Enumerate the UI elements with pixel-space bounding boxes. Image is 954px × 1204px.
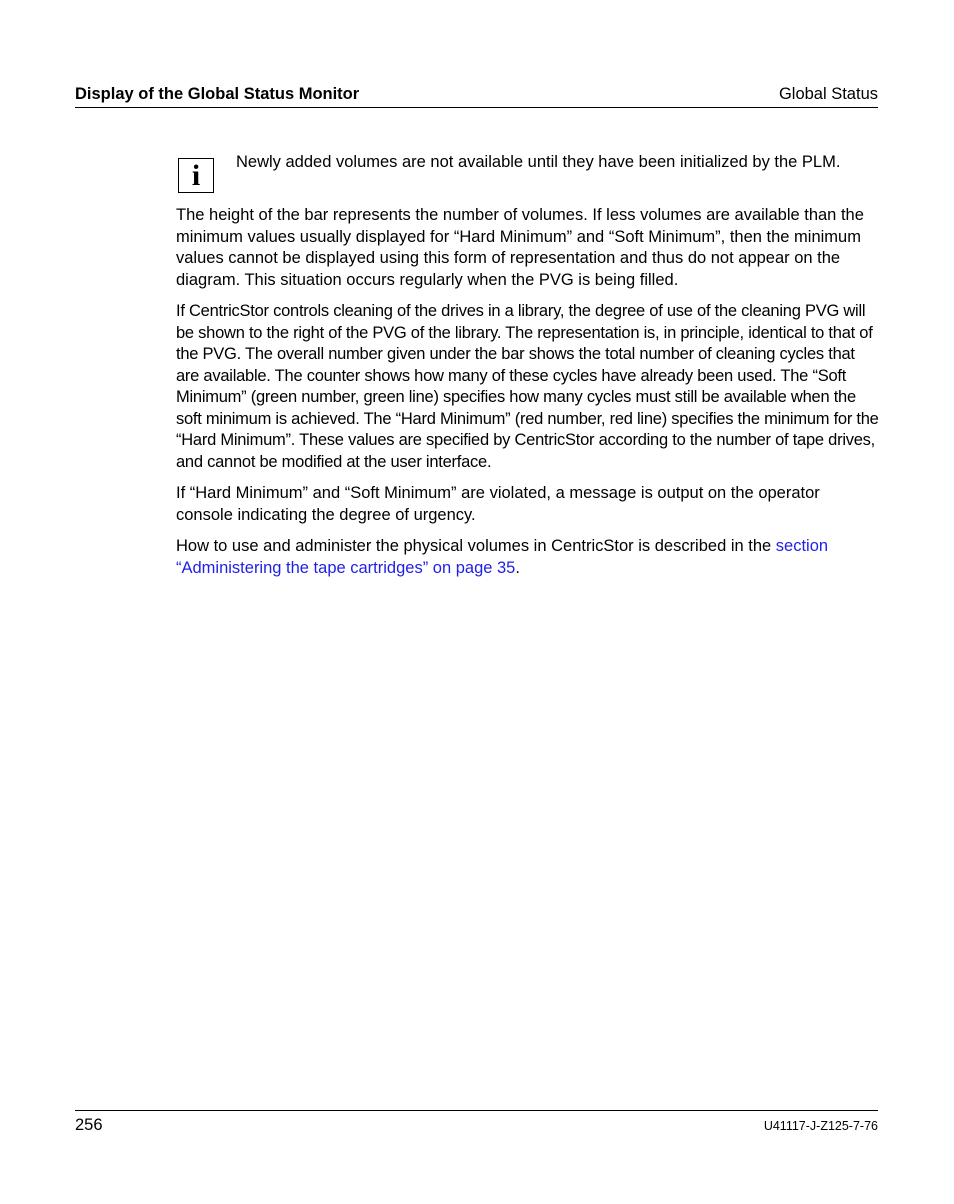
page-footer (75, 1110, 878, 1134)
document-id: U41117-J-Z125-7-76 (763, 1119, 878, 1133)
cross-reference-end: . (515, 558, 520, 577)
cross-reference-text: How to use and administer the physical volumes in CentricStor is described in the (176, 537, 776, 555)
page-number: 256 (75, 1116, 103, 1134)
cross-reference-link[interactable]: section “Administering the tape cartridges” on page 35 (176, 537, 829, 577)
page-header (75, 84, 878, 108)
paragraph-minimum-violation: If “Hard Minimum” and “Soft Minimum” are violated, a message is output on the operator console indicating the degree of urgency. (176, 484, 820, 524)
paragraph-cleaning-pvg: If CentricStor controls cleaning of the drives in a library, the degree of use of the cleaning PVG will be shown to the right of the PVG of the library. The representation is, in principle, identical to that of the PVG. The overall number given under the bar shows the total number of cleaning cycles that are available. The counter shows how many of these cycles have already been used. The “Soft Minimum” (green number, green line) specifies how many cycles must still be available when the soft minimum is achieved. The “Hard Minimum” (red number, red line) specifies the minimum for the “Hard Minimum”. These values are specified by CentricStor according to the number of tape drives, and cannot be modified at the user interface. (176, 302, 879, 471)
note-text: Newly added volumes are not available until they have been initialized by the PLM. (236, 153, 841, 171)
paragraph-bar-height: The height of the bar represents the number of volumes. If less volumes are available than the minimum values usually displayed for “Hard Minimum” and “Soft Minimum”, then the minimum values cannot be displayed using this form of representation and thus do not appear on the diagram. This situation occurs regularly when the PVG is being filled. (176, 206, 864, 289)
chapter-title: Global Status (778, 85, 878, 103)
info-icon: i (178, 158, 214, 193)
info-note (178, 152, 878, 196)
body-text (176, 205, 880, 589)
paragraph-cross-reference (176, 536, 880, 579)
section-title: Display of the Global Status Monitor (75, 85, 360, 103)
